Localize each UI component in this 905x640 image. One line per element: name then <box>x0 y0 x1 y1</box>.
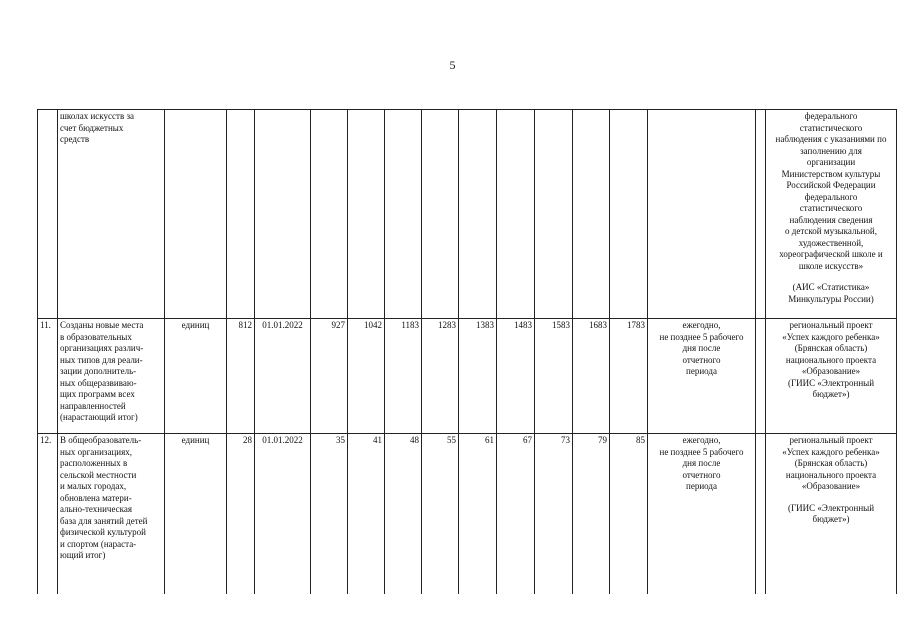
source-line: статистического <box>799 203 863 214</box>
source-line: Российской Федерации <box>786 180 876 191</box>
cell-value <box>573 110 610 319</box>
name-line: счет бюджетных <box>60 122 124 133</box>
name-line: зации дополнитель- <box>60 366 137 377</box>
cell-value: 79 <box>573 434 610 594</box>
source-line: федерального <box>804 111 858 121</box>
source-line: бюджет») <box>812 389 850 400</box>
source-line: наблюдения сведения <box>789 214 873 225</box>
name-line: ющий итог) <box>60 550 106 561</box>
source-line: заполнению для <box>800 145 862 156</box>
cell-source <box>766 434 897 594</box>
cell-value <box>348 110 385 319</box>
cell-value <box>422 110 459 319</box>
source-line: (АИС «Статистика» <box>792 282 870 293</box>
period-line: отчетного <box>682 354 721 365</box>
source-line: бюджет») <box>812 514 850 525</box>
period-line: ежегодно, <box>682 320 721 330</box>
name-line: (нарастающий итог) <box>60 412 138 423</box>
cell-value: 1283 <box>422 319 459 434</box>
name-line: ных типов для реали- <box>60 354 143 365</box>
cell-num <box>38 110 58 319</box>
cell-base <box>227 110 255 319</box>
source-line: федерального <box>804 191 858 202</box>
name-line: школах искусств за <box>60 111 134 121</box>
cell-base: 812 <box>227 319 255 434</box>
source-line: художественной, <box>798 237 864 248</box>
cell-value: 1783 <box>610 319 648 434</box>
cell-value: 927 <box>311 319 348 434</box>
period-line: дня после <box>682 458 721 469</box>
cell-unit <box>165 110 227 319</box>
name-line: средств <box>60 134 90 145</box>
source-line: национального проекта <box>785 354 877 365</box>
cell-period <box>648 434 756 594</box>
page-number: 5 <box>449 58 456 72</box>
source-line: (ГИИС «Электронный <box>787 502 875 513</box>
name-line: ных общеразвиваю- <box>60 377 137 388</box>
source-line: «Успех каждого ребенка» <box>782 331 880 342</box>
cell-value: 1483 <box>497 319 535 434</box>
cell-value: 73 <box>535 434 573 594</box>
name-line: физической культурой <box>60 527 146 538</box>
name-line: направленностей <box>60 400 126 411</box>
cell-name <box>58 434 165 594</box>
source-line: школе искусств» <box>798 260 864 271</box>
name-line: в образовательных <box>60 331 132 342</box>
cell-value <box>610 110 648 319</box>
cell-value: 55 <box>422 434 459 594</box>
source-line: «Образование» <box>801 366 861 377</box>
source-line: (Брянская область) <box>794 458 868 469</box>
cell-num: 11. <box>38 319 58 434</box>
cell-unit: единиц <box>165 319 227 434</box>
period-line: дня после <box>682 343 721 354</box>
cell-num: 12. <box>38 434 58 594</box>
cell-date: 01.01.2022 <box>255 319 311 434</box>
cell-value: 85 <box>610 434 648 594</box>
cell-value <box>311 110 348 319</box>
table-row-continuation <box>38 110 897 319</box>
name-line: сельской местности <box>60 469 137 480</box>
cell-value <box>497 110 535 319</box>
cell-value <box>459 110 497 319</box>
period-line: отчетного <box>682 469 721 480</box>
name-line: расположенных в <box>60 458 128 469</box>
cell-source <box>766 319 897 434</box>
source-line: наблюдения с указаниями по <box>775 134 887 145</box>
source-line: Минкультуры России) <box>788 293 874 304</box>
name-line: обновлена матери- <box>60 492 132 503</box>
source-line: (Брянская область) <box>794 343 868 354</box>
cell-value: 1183 <box>385 319 422 434</box>
name-line: ных организациях, <box>60 446 133 457</box>
cell-value: 1683 <box>573 319 610 434</box>
cell-unit: единиц <box>165 434 227 594</box>
cell-spacer <box>756 319 766 434</box>
table-row-11 <box>38 319 897 434</box>
cell-value <box>535 110 573 319</box>
source-line: хореографической школе и <box>779 249 883 260</box>
source-line: «Образование» <box>801 481 861 492</box>
cell-value: 41 <box>348 434 385 594</box>
cell-source <box>766 110 897 319</box>
cell-value: 1383 <box>459 319 497 434</box>
source-line: статистического <box>799 122 863 133</box>
cell-spacer <box>756 110 766 319</box>
cell-period <box>648 319 756 434</box>
cell-value: 1583 <box>535 319 573 434</box>
cell-date: 01.01.2022 <box>255 434 311 594</box>
cell-spacer <box>756 434 766 594</box>
cell-value: 67 <box>497 434 535 594</box>
source-line: национального проекта <box>785 469 877 480</box>
cell-value: 48 <box>385 434 422 594</box>
name-line: Созданы новые места <box>60 320 144 330</box>
source-line: о детской музыкальной, <box>785 226 877 237</box>
cell-value <box>385 110 422 319</box>
source-line: Министерством культуры <box>781 168 881 179</box>
cell-value: 61 <box>459 434 497 594</box>
source-line: организации <box>806 157 856 168</box>
cell-base: 28 <box>227 434 255 594</box>
cell-name <box>58 110 165 319</box>
table-row-12 <box>38 434 897 594</box>
name-line: ально-техническая <box>60 504 133 515</box>
period-line: не позднее 5 рабочего <box>659 331 744 342</box>
source-line: региональный проект <box>789 320 873 330</box>
name-line: и спортом (нараста- <box>60 538 137 549</box>
name-line: В общеобразователь- <box>60 435 142 445</box>
source-line: (ГИИС «Электронный <box>787 377 875 388</box>
period-line: периода <box>686 481 717 492</box>
name-line: организациях различ- <box>60 343 144 354</box>
cell-name <box>58 319 165 434</box>
cell-value: 35 <box>311 434 348 594</box>
cell-period <box>648 110 756 319</box>
period-line: периода <box>686 366 717 377</box>
source-line: региональный проект <box>789 435 873 445</box>
source-line: «Успех каждого ребенка» <box>782 446 880 457</box>
name-line: база для занятий детей <box>60 515 148 526</box>
name-line: и малых городах, <box>60 481 127 492</box>
period-line: не позднее 5 рабочего <box>659 446 744 457</box>
indicators-table <box>37 109 897 594</box>
name-line: щих программ всех <box>60 389 135 400</box>
cell-date <box>255 110 311 319</box>
period-line: ежегодно, <box>682 435 721 445</box>
cell-value: 1042 <box>348 319 385 434</box>
